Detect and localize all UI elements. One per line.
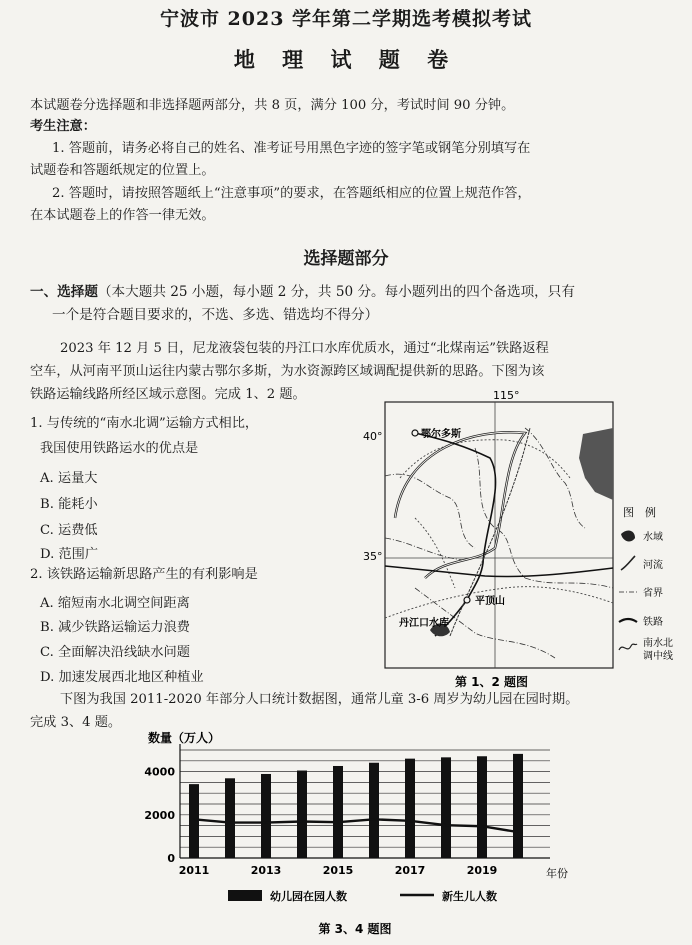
paper-summary: 本试题卷分选择题和非选择题两部分，共 8 页，满分 100 分，考试时间 90 分钟。 [30, 98, 515, 113]
city-pingdingshan: 平顶山 [475, 596, 505, 607]
railway-map-figure [355, 388, 692, 688]
q1-option-d: D. 范围广 [40, 547, 99, 562]
part-label: 一、选择题 [30, 284, 98, 300]
map-legend [619, 505, 676, 662]
bar-kindergarten [405, 759, 415, 858]
bar-kindergarten [297, 771, 307, 858]
legend-title: 图 例 [623, 506, 656, 519]
x-tick-label: 2013 [250, 864, 282, 877]
chart-gridlines [180, 750, 550, 847]
notice-heading: 考生注意： [30, 119, 96, 134]
chart-axes [144, 744, 550, 877]
point-newborns [301, 821, 303, 823]
point-newborns [265, 822, 267, 824]
passage1-line2: 空车，从河南平顶山运往内蒙古鄂尔多斯，为水资源跨区域调配提供新的思路。下图为该 [30, 364, 545, 379]
legend-diversion-line1: 南水北 [643, 638, 673, 649]
q1-stem-2: 我国使用铁路运水的优点是 [40, 441, 199, 456]
legend-water-icon [621, 531, 635, 542]
bar-kindergarten [225, 778, 235, 858]
point-newborns [481, 825, 483, 827]
erdos-marker [412, 430, 418, 436]
q2-option-c: C. 全面解决沿线缺水问题 [40, 645, 190, 660]
legend-railway-icon [619, 619, 637, 622]
bar-kindergarten [333, 766, 343, 858]
bohai-sea [579, 428, 613, 500]
legend-water: 水域 [643, 532, 663, 543]
legend-bar-label: 幼儿园在园人数 [270, 890, 347, 903]
map-caption: 第 1、2 题图 [455, 675, 529, 688]
x-tick-label: 2017 [394, 864, 426, 877]
exam-title: 宁波市 2023 学年第二学期选考模拟考试 [159, 8, 533, 30]
passage1-line3: 铁路运输线路所经区域示意图。完成 1、2 题。 [30, 387, 306, 402]
point-newborns [445, 824, 447, 826]
point-newborns [373, 819, 375, 821]
bar-kindergarten [477, 756, 487, 858]
q1-option-c: C. 运费低 [40, 523, 98, 538]
notice-1-line1: 1. 答题前，请务必将自己的姓名、准考证号用黑色字迹的签字笔或钢笔分别填写在 [52, 141, 531, 156]
notice-2-line1: 2. 答题时，请按照答题纸上“注意事项”的要求，在答题纸相应的位置上规范作答， [52, 186, 531, 201]
bar-kindergarten [261, 774, 271, 858]
legend-diversion [643, 636, 676, 662]
point-newborns [337, 821, 339, 823]
lon-label-115: 115° [493, 389, 520, 402]
passage2-line2: 完成 3、4 题。 [30, 715, 122, 730]
point-newborns [193, 819, 195, 821]
q1-stem: 1. 与传统的“南水北调”运输方式相比， [30, 416, 259, 431]
x-tick-label: 2011 [178, 864, 210, 877]
legend-diversion-icon [619, 644, 637, 650]
pingdingshan-marker [464, 597, 470, 603]
part-heading [30, 283, 575, 301]
notice-1-line2: 试题卷和答题纸规定的位置上。 [30, 163, 215, 178]
city-erdos: 鄂尔多斯 [421, 429, 461, 440]
part-desc-2: 一个是符合题目要求的，不选、多选、错选均不得分） [52, 307, 379, 323]
chart-ylabel: 数量（万人） [148, 731, 221, 745]
paper-subtitle: 地 理 试 题 卷 [233, 47, 459, 72]
legend-diversion-line2: 调中线 [643, 651, 673, 662]
q1-option-a: A. 运量大 [40, 471, 98, 486]
q2-option-a: A. 缩短南水北调空间距离 [40, 596, 190, 611]
population-chart [120, 728, 590, 940]
y-tick-label: 4000 [144, 765, 175, 779]
y-tick-label: 0 [167, 852, 175, 865]
city-reservoir: 丹江口水库 [399, 618, 449, 629]
lat-label-40: 40° [363, 430, 383, 443]
legend-line-label: 新生儿人数 [442, 890, 497, 903]
lat-label-35: 35° [363, 550, 383, 563]
part-desc: （本大题共 25 小题，每小题 2 分，共 50 分。每小题列出的四个备选项，只有 [97, 284, 575, 300]
chart-caption: 第 3、4 题图 [318, 922, 392, 936]
legend-railway: 铁路 [643, 617, 663, 628]
chart-xlabel: 年份 [546, 867, 568, 880]
legend-river: 河流 [643, 560, 663, 571]
y-tick-label: 2000 [144, 808, 175, 822]
q2-option-d: D. 加速发展西北地区种植业 [40, 670, 204, 685]
passage1-line1: 2023 年 12 月 5 日，尼龙液袋包装的丹江口水库优质水，通过“北煤南运”铁路返程 [60, 341, 549, 356]
bar-kindergarten [513, 754, 523, 858]
x-tick-label: 2019 [466, 864, 498, 877]
yellow-river [395, 432, 525, 578]
chart-bars [189, 754, 523, 858]
bar-kindergarten [369, 763, 379, 858]
notice-2-line2: 在本试题卷上的作答一律无效。 [30, 208, 215, 223]
point-newborns [409, 820, 411, 822]
bar-kindergarten [189, 784, 199, 858]
legend-river-icon [621, 556, 635, 570]
bar-kindergarten [441, 757, 451, 858]
q1-option-b: B. 能耗小 [40, 497, 98, 512]
point-newborns [517, 831, 519, 833]
q2-stem: 2. 该铁路运输新思路产生的有利影响是 [30, 567, 258, 582]
point-newborns [229, 822, 231, 824]
legend-bar-swatch [228, 890, 262, 901]
passage2-line1: 下图为我国 2011-2020 年部分人口统计数据图，通常儿童 3-6 周岁为幼儿园在园时期。 [60, 692, 579, 707]
q2-option-b: B. 减少铁路运输运力浪费 [40, 620, 190, 635]
section-title: 选择题部分 [303, 249, 389, 269]
legend-border: 省界 [643, 588, 663, 599]
x-tick-label: 2015 [322, 864, 354, 877]
